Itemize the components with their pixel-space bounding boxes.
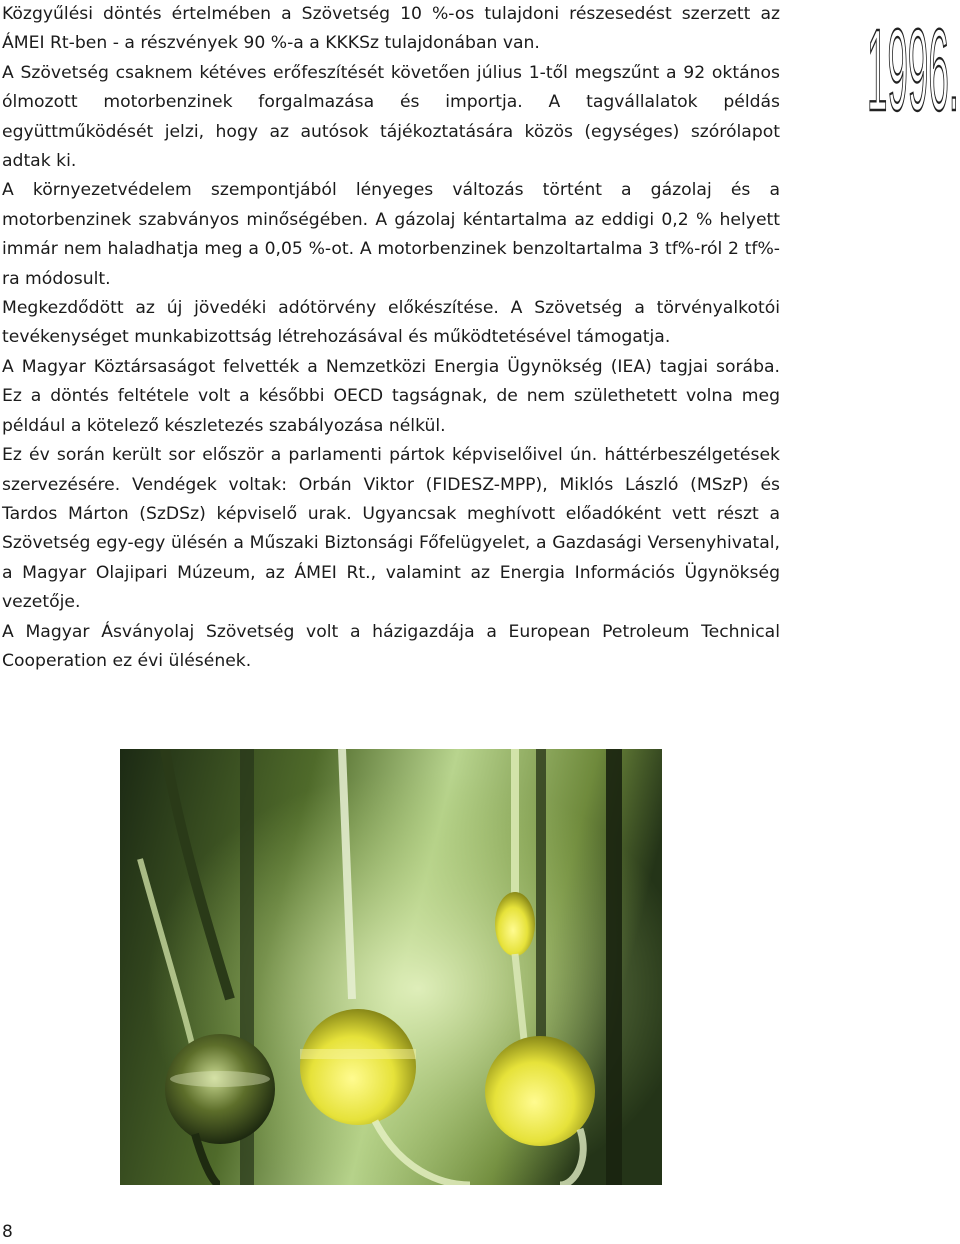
paragraph-eptc-host: A Magyar Ásványolaj Szövetség volt a házigazdája a European Petroleum Technical Cooperation ez évi ülésének.	[2, 621, 780, 671]
year-heading	[866, 6, 960, 122]
paragraph-ameI-share: Közgyűlési döntés értelmében a Szövetség 10 %-os tulajdoni részesedést szerzett az ÁMEI Rt-ben - a részvények 90 %-a a KKKSz tulajdonában van.	[2, 4, 780, 54]
body-text	[2, 0, 780, 676]
paragraph-iea-membership: A Magyar Köztársaságot felvették a Nemzetközi Energia Ügynökség (IEA) tagjai sorába. Ez a döntés feltétele volt a későbbi OECD tagságnak, de nem születhetett volna meg például a kötelező készletezés szabályozása nélkül.	[2, 356, 780, 436]
page-number: 8	[2, 1222, 13, 1242]
lab-glassware-photo	[120, 749, 662, 1185]
year-label: 1996.	[867, 6, 959, 122]
paragraph-excise-law: Megkezdődött az új jövedéki adótörvény előkészítése. A Szövetség a törvényalkotói tevékenységet munkabizottság létrehozásával és működtetésével támogatja.	[2, 298, 780, 348]
paragraph-background-talks: Ez év során került sor először a parlamenti pártok képviselőivel ún. háttérbeszélgetések szervezésére. Vendégek voltak: Orbán Viktor (FIDESZ-MPP), Miklós László (MSzP) és Tardos Márton (SzDSz) képviselő urak. Ugyancsak meghívott előadóként vett részt a Szövetség egy-egy ülésén a Műszaki Biztonsági Főfelügyelet, a Gazdasági Versenyhivatal, a Magyar Olajipari Múzeum, az ÁMEI Rt., valamint az Energia Információs Ügynökség vezetője.	[2, 445, 780, 613]
paragraph-environment: A környezetvédelem szempontjából lényeges változás történt a gázolaj és a motorbenzinek szabványos minőségében. A gázolaj kéntartalma az eddigi 0,2 % helyett immár nem haladhatja meg a 0,05 %-ot. A motorbenzinek benzoltartalma 3 tf%-ról 2 tf%-ra módosult.	[2, 180, 780, 289]
paragraph-leaded-fuel: A Szövetség csaknem kétéves erőfeszítését követően július 1-től megszűnt a 92 oktános ólmozott motorbenzinek forgalmazása és importja. A tagvállalatok példás együttműködését jelzi, hogy az autósok tájékoztatására közös (egységes) szórólapot adtak ki.	[2, 62, 780, 172]
